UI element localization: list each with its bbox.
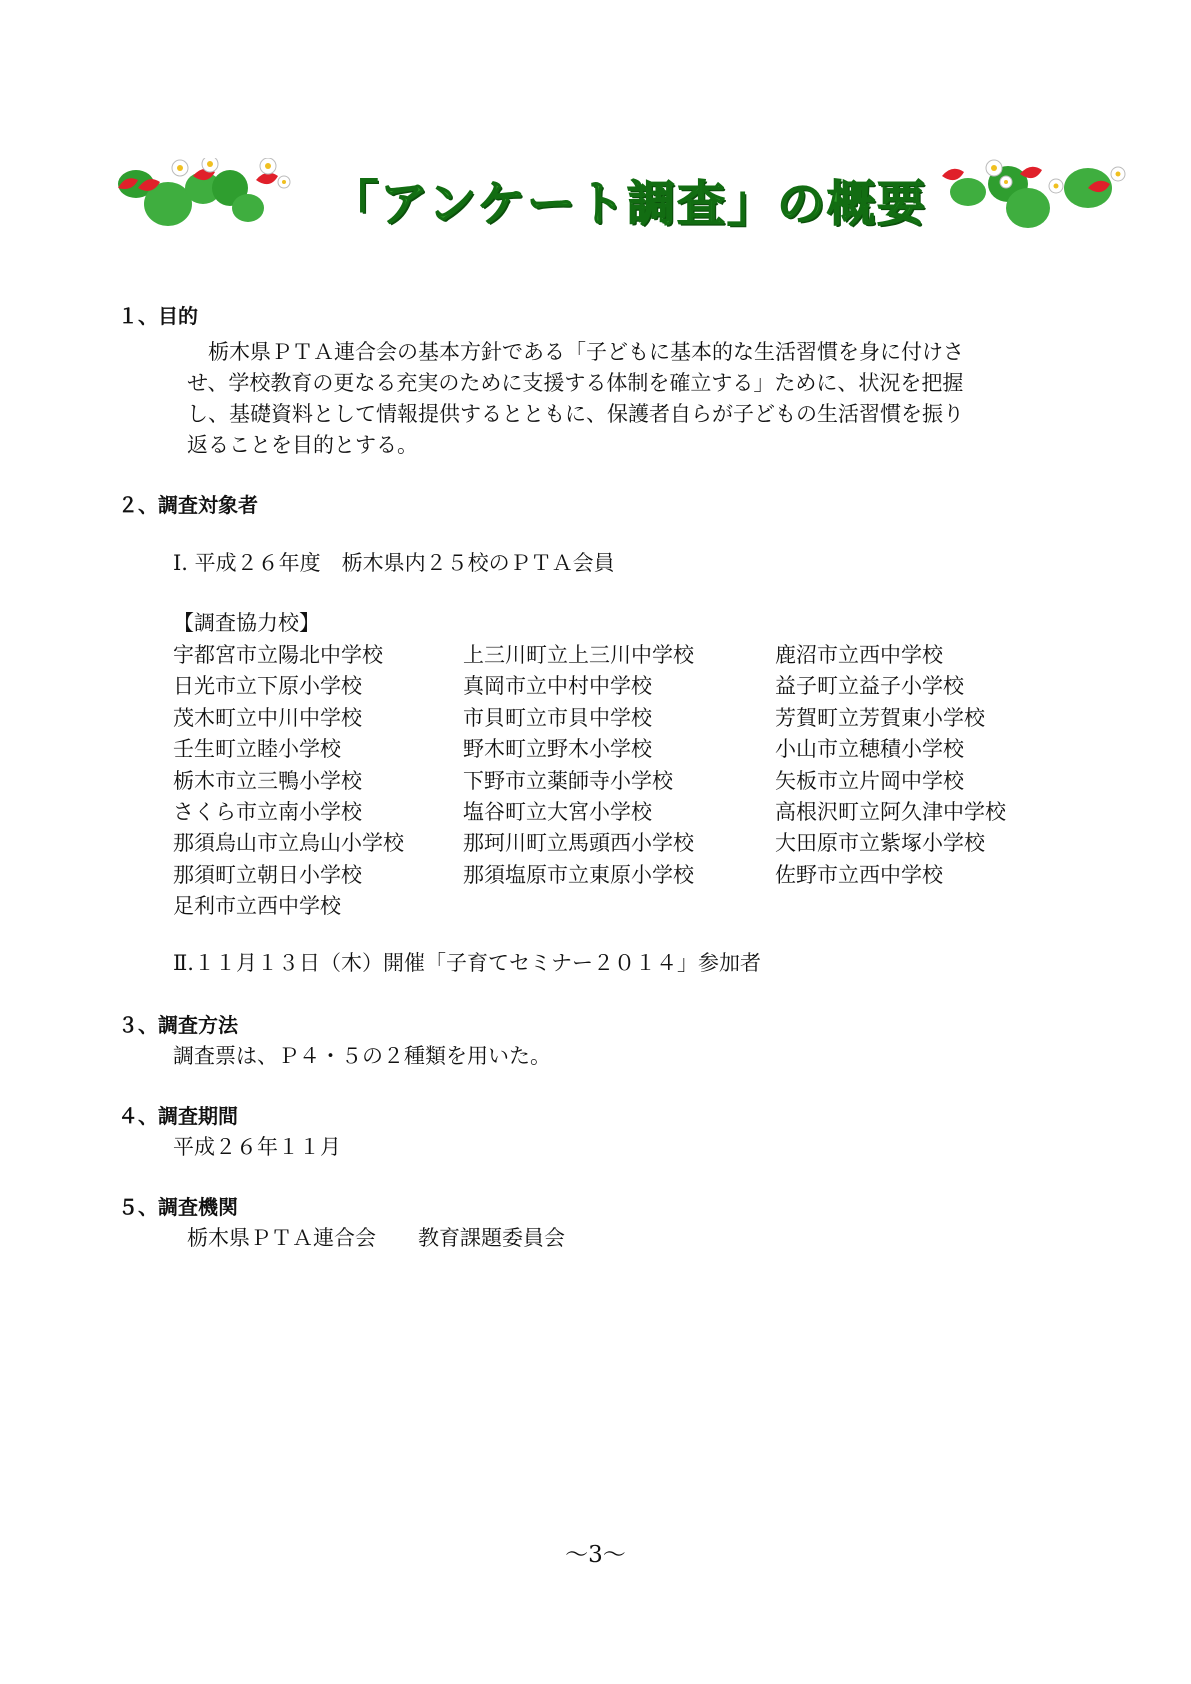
purpose-line: し、基礎資料として情報提供するとともに、保護者自らが子どもの生活習慣を振り (187, 402, 964, 426)
page-title: 「アンケート調査」の概要 (330, 176, 928, 232)
strawberry-garland-right-icon (938, 158, 1128, 248)
school-name: 野木町立野木小学校 (463, 737, 652, 762)
school-name: 塩谷町立大宮小学校 (463, 799, 652, 824)
school-list-column-2 (463, 640, 694, 891)
school-name: 下野市立薬師寺小学校 (463, 768, 673, 793)
school-name: 矢板市立片岡中学校 (775, 768, 964, 793)
strawberry-garland-left-icon (108, 158, 298, 248)
school-name: 那須烏山市立烏山小学校 (173, 831, 404, 856)
school-name: 小山市立穂積小学校 (775, 737, 964, 762)
organization-text: 栃木県ＰＴＡ連合会 教育課題委員会 (187, 1226, 565, 1250)
school-name: 栃木市立三鴨小学校 (173, 768, 362, 793)
purpose-line: 返ることを目的とする。 (187, 433, 418, 457)
purpose-line: 栃木県ＰＴＡ連合会の基本方針である「子どもに基本的な生活習慣を身に付けさ (208, 340, 964, 364)
school-name: 益子町立益子小学校 (775, 674, 964, 699)
method-text: 調査票は、Ｐ４・５の２種類を用いた。 (173, 1044, 551, 1068)
school-name: さくら市立南小学校 (173, 799, 362, 824)
school-name: 大田原市立紫塚小学校 (775, 831, 985, 856)
school-name: 足利市立西中学校 (173, 894, 341, 919)
school-name: 鹿沼市立西中学校 (775, 643, 943, 667)
section-heading-method: ３、調査方法 (118, 1013, 238, 1037)
school-name: 那須町立朝日小学校 (173, 862, 362, 887)
school-name: 市貝町立市貝中学校 (463, 705, 652, 730)
section-heading-organization: ５、調査機関 (118, 1195, 238, 1219)
school-name: 上三川町立上三川中学校 (463, 643, 694, 667)
purpose-line: せ、学校教育の更なる充実のために支援する体制を確立する」ために、状況を把握 (187, 371, 964, 395)
school-list-column-3 (775, 640, 1006, 891)
school-name: 茂木町立中川中学校 (173, 705, 362, 730)
target-item-1: Ⅰ. 平成２６年度 栃木県内２５校のＰＴＡ会員 (173, 551, 615, 575)
period-text: 平成２６年１１月 (173, 1135, 341, 1159)
school-name: 高根沢町立阿久津中学校 (775, 799, 1006, 824)
target-item-2: Ⅱ.１１月１３日（木）開催「子育てセミナー２０１４」参加者 (173, 951, 761, 975)
school-name: 芳賀町立芳賀東小学校 (775, 705, 985, 730)
school-name: 佐野市立西中学校 (775, 862, 943, 887)
purpose-paragraph (187, 337, 1087, 461)
school-name: 壬生町立睦小学校 (173, 737, 341, 762)
school-list-column-1 (173, 640, 404, 923)
title-banner (0, 158, 1191, 248)
school-name: 日光市立下原小学校 (173, 674, 362, 699)
section-heading-period: ４、調査期間 (118, 1104, 238, 1128)
section-heading-target: ２、調査対象者 (118, 493, 258, 517)
school-name: 那須塩原市立東原小学校 (463, 862, 694, 887)
school-name: 真岡市立中村中学校 (463, 674, 652, 699)
page-number: ～3～ (565, 1542, 626, 1568)
school-name: 宇都宮市立陽北中学校 (173, 643, 383, 667)
school-name: 那珂川町立馬頭西小学校 (463, 831, 694, 856)
section-heading-purpose: １、目的 (118, 304, 198, 328)
coop-schools-label: 【調査協力校】 (173, 611, 320, 635)
